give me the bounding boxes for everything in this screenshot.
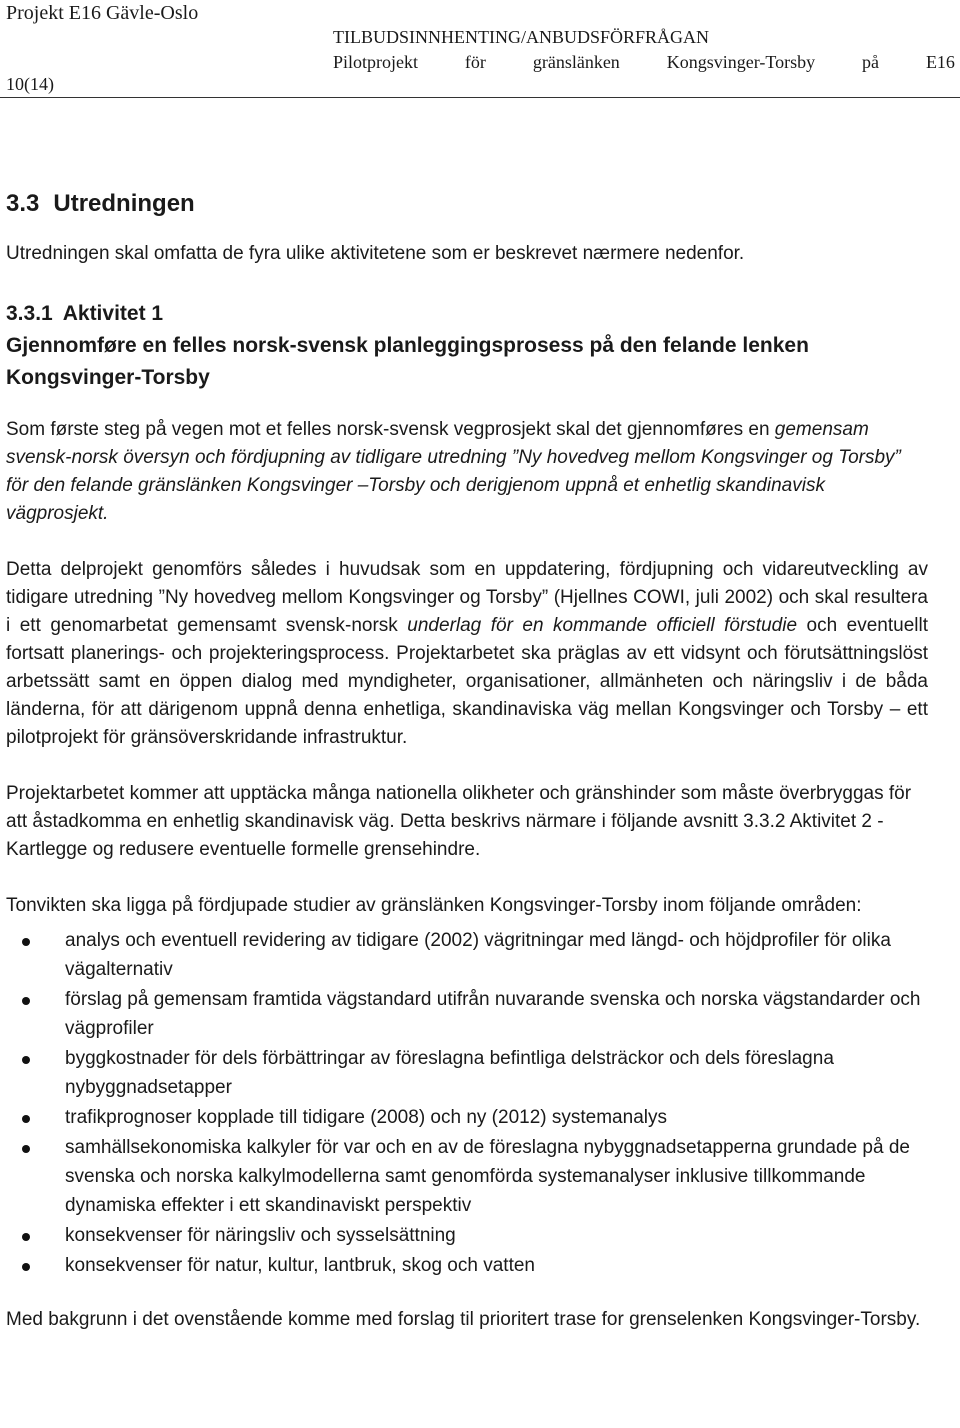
list-item — [6, 1251, 928, 1280]
paragraph-5: Med bakgrunn i det ovenstående komme med forslag til prioritert trase for grenselenken Kongsvinger-Torsby. — [6, 1309, 921, 1330]
section-intro: Utredningen skal omfatta de fyra ulike aktivitetene som er beskrevet nærmere nedenfor. — [6, 243, 745, 264]
bullet-icon — [22, 1056, 30, 1064]
header-subtitle-word: Pilotprojekt — [333, 52, 418, 72]
paragraph-2-italic: underlag för en kommande officiell förstudie — [407, 615, 798, 636]
list-item — [6, 1221, 928, 1250]
bullet-icon — [22, 938, 30, 946]
section-title: Utredningen — [53, 190, 195, 217]
header-divider — [0, 97, 960, 98]
header-subtitle-word: E16 — [925, 52, 955, 72]
list-item — [6, 985, 928, 1043]
page-number: 10(14) — [6, 74, 54, 94]
section-number: 3.3 — [6, 190, 40, 217]
subsection-number: 3.3.1 — [6, 302, 53, 325]
paragraph-3: Projektarbetet kommer att upptäcka många nationella olikheter och gränshinder som måste överbryggas för att åstadkomma en enhetlig skandinavisk väg. Detta beskrivs närmare i följande avsnitt 3.3.2 Aktivitet 2 - Kartlegge og redusere eventuelle formelle grensehindre. — [6, 783, 912, 860]
header-subtitle — [333, 52, 955, 73]
bullet-list — [6, 926, 928, 1280]
bullet-icon — [22, 997, 30, 1005]
header-title: TILBUDSINNHENTING/ANBUDSFÖRFRÅGAN — [333, 27, 710, 47]
page-header — [0, 0, 960, 100]
subsection-heading — [6, 298, 928, 394]
bullet-icon — [22, 1263, 30, 1271]
paragraph-4: Tonvikten ska ligga på fördjupade studier av gränslänken Kongsvinger-Torsby inom följande områden: — [6, 895, 862, 916]
list-item-text: konsekvenser för natur, kultur, lantbruk, skog och vatten — [65, 1255, 535, 1276]
subsection-subtitle: Gjennomføre en felles norsk-svensk planleggingsprosess på den felande lenken Kongsvinger-Torsby — [6, 334, 809, 389]
header-project: Projekt E16 Gävle-Oslo — [6, 2, 199, 24]
header-subtitle-word: Kongsvinger-Torsby — [666, 52, 816, 72]
paragraph-1 — [6, 416, 928, 528]
list-item — [6, 1044, 928, 1102]
list-item — [6, 1133, 928, 1220]
document-body — [6, 190, 928, 1334]
bullet-icon — [22, 1233, 30, 1241]
list-item-text: analys och eventuell revidering av tidigare (2002) vägritningar med längd- och höjdprofiler för olika vägalternativ — [65, 930, 891, 980]
paragraph-2-text-end: och eventuellt fortsatt planerings- och projekteringsprocess. Projektarbetet ska präglas av ett vidsynt och förutsättningslöst arbetssätt samt en öppen dialog med myndigheter, organisationer, allmänheten och näringsliv i de båda länderna, för att därigenom uppnå denna enhetliga, skandinaviska väg mellan Kongsvinger och Torsby – ett pilotprojekt för gränsöverskridande infrastruktur. — [6, 615, 928, 748]
list-item — [6, 1103, 928, 1132]
list-item-text: förslag på gemensam framtida vägstandard utifrån nuvarande svenska och norska vägstandarder och vägprofiler — [65, 989, 921, 1039]
subsection-title: Aktivitet 1 — [62, 302, 164, 325]
bullet-icon — [22, 1145, 30, 1153]
header-subtitle-word: för — [464, 52, 486, 72]
paragraph-1-text: Som første steg på vegen mot et felles norsk-svensk vegprosjekt skal det gjennomføres en — [6, 419, 775, 440]
list-item-text: samhällsekonomiska kalkyler för var och en av de föreslagna nybyggnadsetapperna grundade på de svenska och norska kalkylmodellerna samt genomförda systemanalyser inklusive tillkommande dynamiska effekter i ett skandinaviskt perspektiv — [65, 1137, 910, 1216]
list-item-text: byggkostnader för dels förbättringar av föreslagna befintliga delsträckor och dels föreslagna nybyggnadsetapper — [65, 1048, 834, 1098]
header-subtitle-word: på — [862, 52, 880, 72]
list-item-text: trafikprognoser kopplade till tidigare (2008) och ny (2012) systemanalys — [65, 1107, 667, 1128]
paragraph-2 — [6, 556, 928, 752]
header-subtitle-word: gränslänken — [532, 52, 620, 72]
section-heading — [6, 190, 928, 218]
list-item — [6, 926, 928, 984]
paragraph-2-text: Detta delprojekt genomförs således i huvudsak som en uppdatering, fördjupning och vidareutveckling av tidigare utredning ”Ny hovedveg mellom Kongsvinger og Torsby” (Hjellnes COWI, juli 2002) och skal resultera i ett genomarbetat gemensamt svensk-norsk — [6, 559, 928, 636]
list-item-text: konsekvenser för näringsliv och sysselsättning — [65, 1225, 456, 1246]
bullet-icon — [22, 1115, 30, 1123]
paragraph-1-italic: gemensam svensk-norsk översyn och fördjupning av tidligare utredning ”Ny hovedveg mellom Kongsvinger og Torsby” för den felande gränslänken Kongsvinger –Torsby och derigjenom uppnå et enhetlig skandinavisk vägprosjekt. — [6, 419, 901, 524]
